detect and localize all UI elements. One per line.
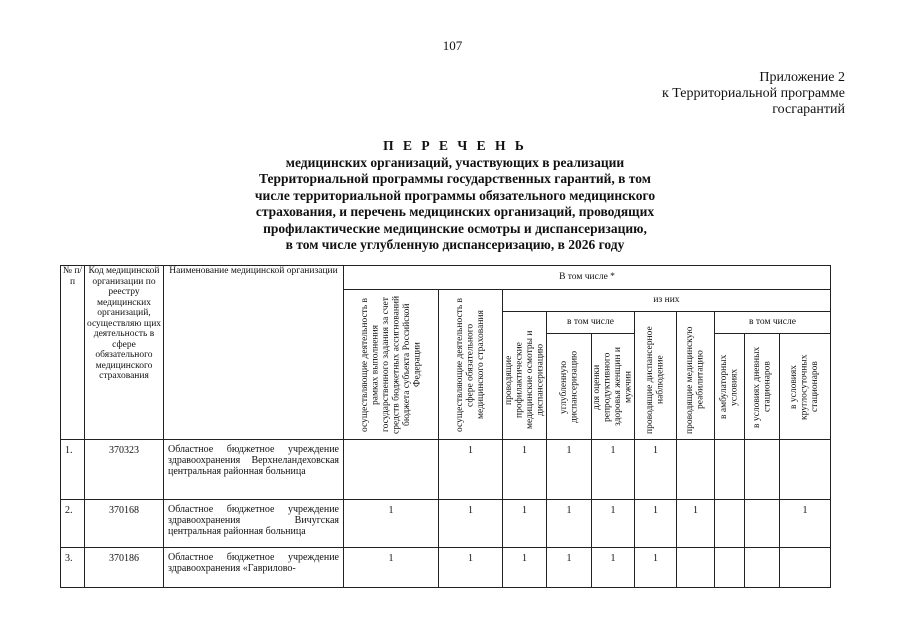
header-of-them: из них — [503, 290, 831, 312]
header-including-sub1: в том числе — [547, 312, 635, 334]
row-c8 — [715, 440, 745, 500]
organizations-table — [60, 265, 831, 588]
row-number: 1. — [61, 440, 85, 500]
title-heading: П Е Р Е Ч Е Н Ь — [383, 138, 527, 153]
row-c3: 1 — [503, 440, 547, 500]
row-c6: 1 — [635, 440, 677, 500]
table-row — [61, 500, 831, 548]
row-c9 — [745, 548, 780, 588]
header-col-day-hospital: в условиях дневных стационаров — [745, 334, 780, 440]
header-col-oms: осуществляющие деятельность в сфере обязательного медицинского страхования — [439, 290, 503, 440]
title-line: профилактические медицинские осмотры и диспансеризацию, — [263, 220, 647, 236]
header-no: № п/п — [61, 266, 85, 440]
header-code: Код медицинской организации по реестру медицинских организаций, осуществляю щих деятельность в сфере обязательного медицинского страхования — [85, 266, 164, 440]
appendix-line-3: госгарантий — [772, 102, 845, 117]
appendix-line-2: к Территориальной программе — [661, 86, 845, 101]
header-col-round-clock: в условиях круглосуточных стационаров — [780, 334, 831, 440]
header-col-rehab: проводящие медицинскую реабилитацию — [677, 312, 715, 440]
row-c6: 1 — [635, 548, 677, 588]
row-c7 — [677, 548, 715, 588]
row-c1 — [344, 440, 439, 500]
row-c2: 1 — [439, 440, 503, 500]
row-c3: 1 — [503, 548, 547, 588]
row-c7: 1 — [677, 500, 715, 548]
row-c2: 1 — [439, 500, 503, 548]
row-number: 3. — [61, 548, 85, 588]
document-title — [200, 138, 710, 254]
row-c1: 1 — [344, 500, 439, 548]
row-c9 — [745, 440, 780, 500]
row-c3: 1 — [503, 500, 547, 548]
row-code: 370323 — [85, 440, 164, 500]
header-col-state-assignment: осуществляющие деятельность в рамках выполнения государственного задания за счет средств бюджетных ассигнований бюджета субъекта Российской Федерации — [344, 290, 439, 440]
header-including-sub2: в том числе — [715, 312, 831, 334]
row-number: 2. — [61, 500, 85, 548]
table-row — [61, 440, 831, 500]
row-c8 — [715, 500, 745, 548]
title-line: Территориальной программы государственных гарантий, в том — [259, 171, 651, 186]
row-c2: 1 — [439, 548, 503, 588]
table-row — [61, 548, 831, 588]
row-c5: 1 — [592, 440, 635, 500]
row-c9 — [745, 500, 780, 548]
header-col-ambulatory: в амбулаторных условиях — [715, 334, 745, 440]
header-name: Наименование медицинской организации — [164, 266, 344, 440]
row-code: 370168 — [85, 500, 164, 548]
row-c10 — [780, 548, 831, 588]
row-c10 — [780, 440, 831, 500]
page-number: 107 — [442, 38, 463, 53]
row-org-name: Областное бюджетное учреждение здравоохранения Вичугская центральная районная больница — [164, 500, 344, 548]
row-c1: 1 — [344, 548, 439, 588]
row-c4: 1 — [547, 548, 592, 588]
header-col-checkups: проводящие профилактические медицинские осмотры и диспансеризацию — [503, 312, 547, 440]
row-c7 — [677, 440, 715, 500]
row-org-name: Областное бюджетное учреждение здравоохранения «Гаврилово- — [164, 548, 344, 588]
header-including: В том числе * — [344, 266, 831, 290]
row-c5: 1 — [592, 548, 635, 588]
row-c5: 1 — [592, 500, 635, 548]
header-col-in-depth: углубленную диспансеризацию — [547, 334, 592, 440]
row-org-name: Областное бюджетное учреждение здравоохранения Верхнеландеховская центральная районная больница — [164, 440, 344, 500]
appendix-line-1: Приложение 2 — [759, 70, 845, 85]
row-c8 — [715, 548, 745, 588]
row-code: 370186 — [85, 548, 164, 588]
title-line: медицинских организаций, участвующих в реализации — [285, 154, 625, 170]
title-line: в том числе углубленную диспансеризацию, в 2026 году — [285, 237, 625, 252]
header-col-dispensary: проводящие диспансерное наблюдение — [635, 312, 677, 440]
row-c4: 1 — [547, 500, 592, 548]
title-line: числе территориальной программы обязательного медицинского — [254, 187, 656, 203]
row-c4: 1 — [547, 440, 592, 500]
title-line: страхования, и перечень медицинских организаций, проводящих — [255, 204, 655, 219]
header-col-reproductive: для оценки репродуктивного здоровья женщин и мужчин — [592, 334, 635, 440]
appendix-caption — [662, 70, 845, 118]
row-c10: 1 — [780, 500, 831, 548]
row-c6: 1 — [635, 500, 677, 548]
